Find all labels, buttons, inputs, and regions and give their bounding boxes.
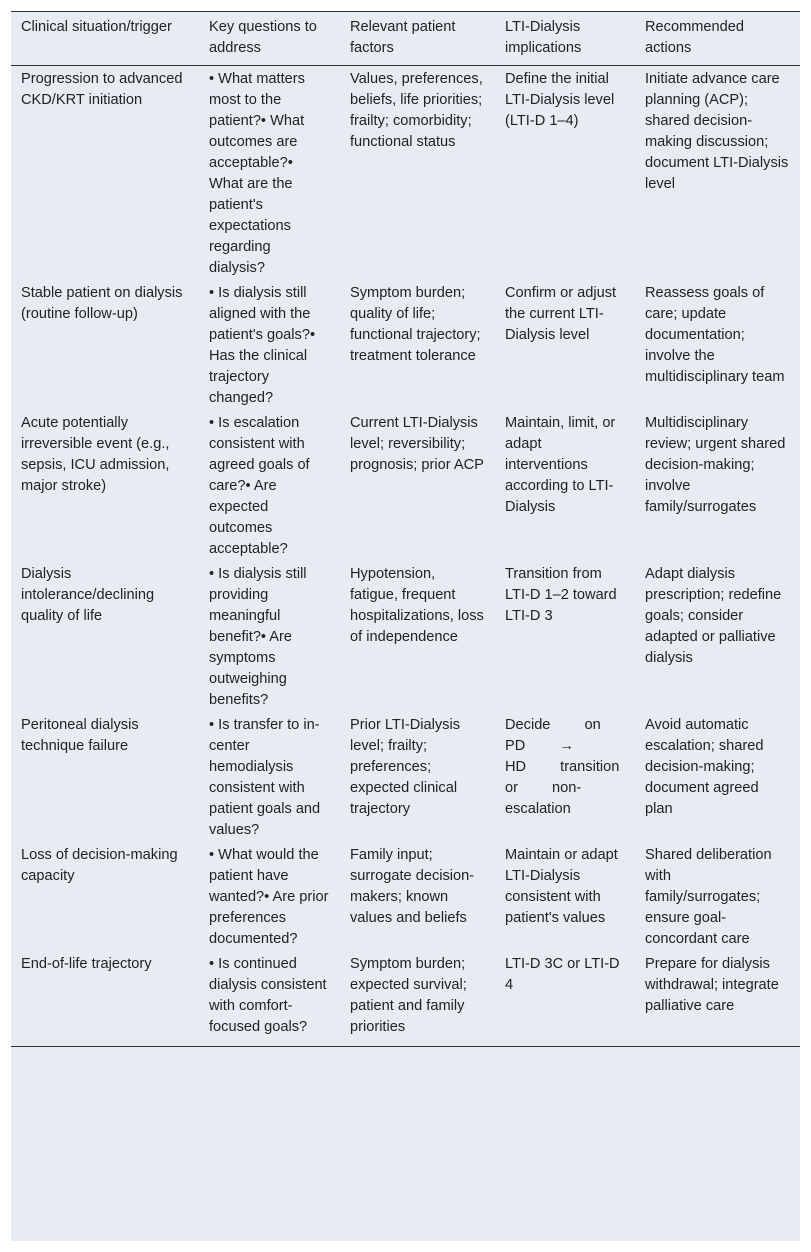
header-lti-implications: LTI-Dialysis implications	[505, 19, 582, 56]
table-row	[11, 712, 800, 842]
table-row	[11, 561, 800, 712]
table-row	[11, 951, 800, 1047]
cell-key-questions: • Is dialysis still aligned with the patient's goals?• Has the clinical trajectory changed?	[209, 285, 316, 406]
table-container	[11, 11, 800, 1241]
cell-key-questions: • What would the patient have wanted?• Are prior preferences documented?	[209, 847, 329, 947]
cell-key-questions: • Is transfer to in-center hemodialysis consistent with patient goals and values?	[209, 717, 321, 838]
cell-recommended-actions: Prepare for dialysis withdrawal; integrate palliative care	[645, 956, 779, 1014]
cell-patient-factors: Symptom burden; quality of life; functional trajectory; treatment tolerance	[350, 285, 481, 364]
table-row	[11, 842, 800, 951]
cell-patient-factors: Prior LTI-Dialysis level; frailty; preferences; expected clinical trajectory	[350, 717, 461, 817]
cell-clinical-situation: Acute potentially irreversible event (e.g., sepsis, ICU admission, major stroke)	[21, 415, 170, 494]
header-recommended-actions: Recommended actions	[645, 19, 744, 56]
header-clinical-situation: Clinical situation/trigger	[21, 19, 172, 35]
cell-lti-implications: Decide on PD → HD transition or non-escalation	[505, 717, 620, 817]
cell-lti-implications: Define the initial LTI-Dialysis level (LTI-D 1–4)	[505, 71, 615, 129]
lti-dialysis-table	[11, 11, 800, 1047]
cell-clinical-situation: Stable patient on dialysis (routine follow-up)	[21, 285, 183, 322]
cell-clinical-situation: End-of-life trajectory	[21, 956, 152, 972]
cell-key-questions: • Is dialysis still providing meaningful benefit?• Are symptoms outweighing benefits?	[209, 566, 307, 708]
cell-recommended-actions: Avoid automatic escalation; shared decision-making; document agreed plan	[645, 717, 764, 817]
cell-lti-implications: Maintain, limit, or adapt interventions according to LTI-Dialysis	[505, 415, 616, 515]
cell-patient-factors: Values, preferences, beliefs, life priorities; frailty; comorbidity; functional status	[350, 71, 483, 150]
cell-clinical-situation: Peritoneal dialysis technique failure	[21, 717, 139, 754]
cell-lti-implications: Confirm or adjust the current LTI-Dialysis level	[505, 285, 617, 343]
table-row	[11, 280, 800, 410]
cell-patient-factors: Family input; surrogate decision-makers; known values and beliefs	[350, 847, 475, 926]
table-row	[11, 410, 800, 561]
cell-lti-implications: Transition from LTI-D 1–2 toward LTI-D 3	[505, 566, 617, 624]
cell-clinical-situation: Progression to advanced CKD/KRT initiation	[21, 71, 183, 108]
cell-lti-implications: LTI-D 3C or LTI-D 4	[505, 956, 620, 993]
cell-recommended-actions: Multidisciplinary review; urgent shared decision-making; involve family/surrogates	[645, 415, 786, 515]
cell-patient-factors: Symptom burden; expected survival; patient and family priorities	[350, 956, 467, 1035]
cell-key-questions: • Is escalation consistent with agreed goals of care?• Are expected outcomes acceptable?	[209, 415, 310, 557]
header-key-questions: Key questions to address	[209, 19, 317, 56]
cell-recommended-actions: Initiate advance care planning (ACP); shared decision-making discussion; document LTI-Dialysis level	[645, 71, 789, 192]
header-row	[11, 12, 800, 66]
cell-clinical-situation: Loss of decision-making capacity	[21, 847, 178, 884]
cell-key-questions: • Is continued dialysis consistent with comfort-focused goals?	[209, 956, 327, 1035]
cell-patient-factors: Hypotension, fatigue, frequent hospitalizations, loss of independence	[350, 566, 484, 645]
cell-key-questions: • What matters most to the patient?• What outcomes are acceptable?• What are the patient's expectations regarding dialysis?	[209, 71, 305, 276]
cell-patient-factors: Current LTI-Dialysis level; reversibility; prognosis; prior ACP	[350, 415, 484, 473]
cell-lti-implications: Maintain or adapt LTI-Dialysis consistent with patient's values	[505, 847, 618, 926]
table-row	[11, 66, 800, 281]
cell-recommended-actions: Reassess goals of care; update documentation; involve the multidisciplinary team	[645, 285, 785, 385]
cell-recommended-actions: Shared deliberation with family/surrogates; ensure goal-concordant care	[645, 847, 772, 947]
cell-clinical-situation: Dialysis intolerance/declining quality of life	[21, 566, 155, 624]
header-patient-factors: Relevant patient factors	[350, 19, 456, 56]
cell-recommended-actions: Adapt dialysis prescription; redefine goals; consider adapted or palliative dialysis	[645, 566, 782, 666]
